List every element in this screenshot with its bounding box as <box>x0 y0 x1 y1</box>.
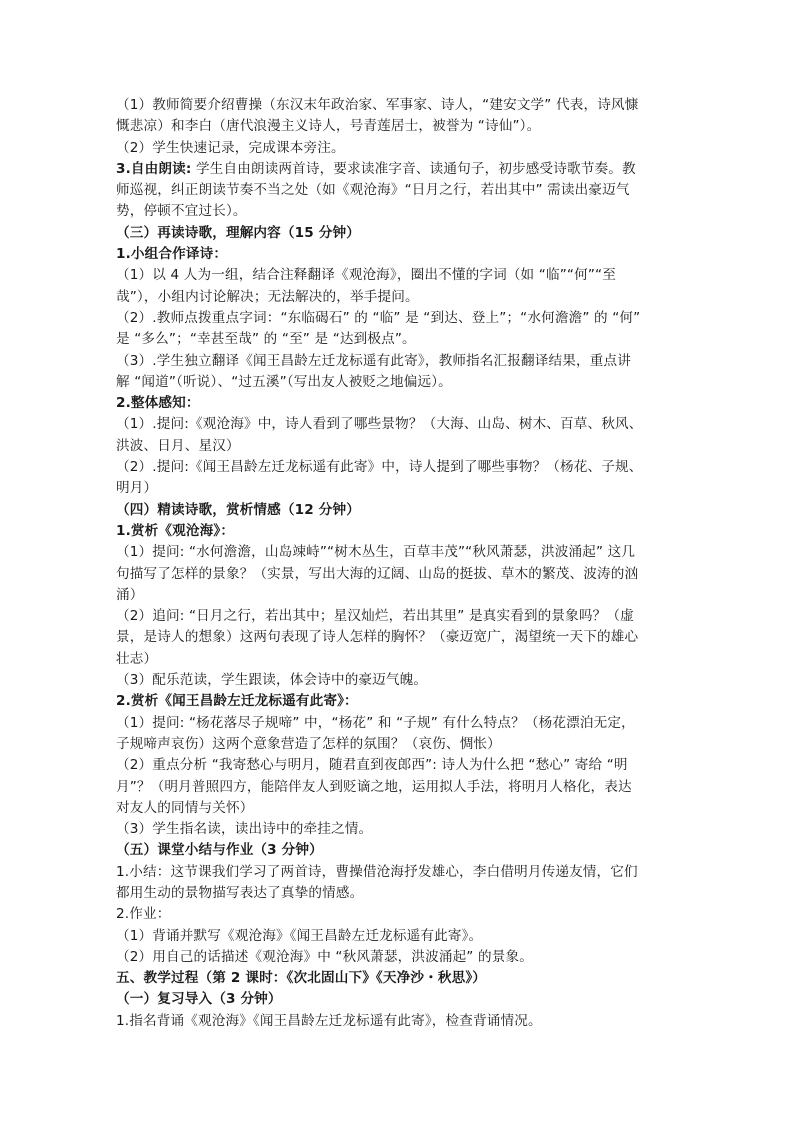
line-text: （2）追问: “日月之行，若出其中；星汉灿烂，若出其里” 是真实看到的景象吗？（虚 <box>116 608 634 625</box>
section-heading <box>116 521 686 542</box>
line-text: 解 “闻道”（听说）、“过五溪”（写出友人被贬之地偏远）。 <box>116 373 452 390</box>
line-text: （1）教师简要介绍曹操（东汉末年政治家、军事家、诗人，“建安文学” 代表，诗风慷 <box>116 97 639 113</box>
line-text: 壮志） <box>116 650 158 667</box>
section-heading <box>116 691 686 712</box>
paragraph-line <box>116 755 686 776</box>
section-heading <box>116 244 686 265</box>
line-text: 慨悲凉）和李白（唐代浪漫主义诗人，号青莲居士，被誉为 “诗仙”）。 <box>116 118 541 135</box>
line-text: 明月） <box>116 480 158 497</box>
paragraph-line <box>116 542 686 563</box>
line-text: 1.赏析《观沧海》： <box>116 522 235 539</box>
line-text: 子规啼声哀伤）这两个意象营造了怎样的氛围？（哀伤、惆怅） <box>116 735 501 752</box>
paragraph-line <box>116 478 686 499</box>
paragraph-line <box>116 308 686 329</box>
line-text: （2）.提问:《闻王昌龄左迁龙标遥有此寄》中，诗人提到了哪些事物？（杨花、子规、 <box>116 459 643 476</box>
paragraph-line <box>116 457 686 478</box>
paragraph-line <box>116 159 686 180</box>
line-text: （3）配乐范读，学生跟读，体会诗中的豪迈气魄。 <box>116 672 428 689</box>
paragraph-line <box>116 649 686 670</box>
line-text: 都用生动的景物描写表达了真挚的情感。 <box>116 884 364 901</box>
lesson-plan-body <box>116 95 686 1032</box>
line-text: （四）精读诗歌，赏析情感（12 分钟） <box>116 501 360 518</box>
line-text: 五、教学过程（第 2 课时：《次北固山下》《天净沙・秋思》） <box>116 970 487 987</box>
line-text: 学生自由朗读两首诗，要求读准字音、读通句子，初步感受诗歌节奏。教 <box>191 160 636 177</box>
line-text: （2）学生快速记录，完成课本旁注。 <box>116 139 345 156</box>
section-heading <box>116 500 686 521</box>
paragraph-line <box>116 606 686 627</box>
line-text: 2.整体感知： <box>116 395 200 412</box>
paragraph-line <box>116 1011 686 1032</box>
paragraph-line <box>116 201 686 222</box>
line-text: （1）提问: “水何澹澹，山岛竦峙”“树木丛生，百草丰茂”“秋风萧瑟，洪波涌起” 这几 <box>116 544 636 561</box>
paragraph-line <box>116 414 686 435</box>
line-text: 师巡视，纠正朗读节奏不当之处（如《观沧海》“日月之行，若出其中” 需读出豪迈气 <box>116 182 630 199</box>
paragraph-line <box>116 798 686 819</box>
section-heading <box>116 989 686 1010</box>
line-text: （2）用自己的话描述《观沧海》中 “秋风萧瑟，洪波涌起” 的景象。 <box>116 948 533 965</box>
line-text: 1.指名背诵《观沧海》《闻王昌龄左迁龙标遥有此寄》，检查背诵情况。 <box>116 1012 542 1029</box>
paragraph-line <box>116 947 686 968</box>
paragraph-line <box>116 883 686 904</box>
line-text: 涌） <box>116 586 144 603</box>
line-text: （3）.学生独立翻译《闻王昌龄左迁龙标遥有此寄》，教师指名汇报翻译结果，重点讲 <box>116 352 631 369</box>
line-text: 句描写了怎样的景象？（实景，写出大海的辽阔、山岛的挺拔、草木的繁茂、波涛的汹 <box>116 565 639 582</box>
paragraph-line <box>116 670 686 691</box>
line-text: （3）学生指名读，读出诗中的牵挂之情。 <box>116 821 373 838</box>
line-text: 洪波、日月、星汉） <box>116 437 240 454</box>
paragraph-line <box>116 372 686 393</box>
line-text: （三）再读诗歌，理解内容（15 分钟） <box>116 224 360 241</box>
paragraph-line <box>116 819 686 840</box>
section-heading <box>116 393 686 414</box>
section-heading <box>116 223 686 244</box>
paragraph-line <box>116 713 686 734</box>
paragraph-line <box>116 585 686 606</box>
paragraph-line <box>116 862 686 883</box>
line-text: 势，停顿不宜过长）。 <box>116 203 247 220</box>
paragraph-line <box>116 734 686 755</box>
paragraph-line <box>116 329 686 350</box>
line-text: 1.小组合作译诗： <box>116 246 228 263</box>
paragraph-line <box>116 564 686 585</box>
line-text: 2.作业： <box>116 906 171 923</box>
line-text: 1.小结：这节课我们学习了两首诗，曹操借沧海抒发雄心，李白借明月传递友情，它们 <box>116 863 638 880</box>
line-text: （1）背诵并默写《观沧海》《闻王昌龄左迁龙标遥有此寄》。 <box>116 927 483 944</box>
paragraph-line <box>116 138 686 159</box>
section-heading <box>116 840 686 861</box>
line-text: （1）提问: “杨花落尽子规啼” 中，“杨花” 和 “子规” 有什么特点？（杨花漂泊无定， <box>116 714 635 731</box>
line-text: 2.赏析《闻王昌龄左迁龙标遥有此寄》： <box>116 693 358 710</box>
line-text: （1）.提问:《观沧海》中，诗人看到了哪些景物？（大海、山岛、树木、百草、秋风、 <box>116 416 643 433</box>
line-text: 哉”），小组内讨论解决；无法解决的，举手提问。 <box>116 288 419 305</box>
paragraph-line <box>116 436 686 457</box>
section-heading <box>116 968 686 989</box>
paragraph-line <box>116 627 686 648</box>
line-text: 是 “多么”；“幸甚至哉” 的 “至” 是 “达到极点”。 <box>116 331 416 348</box>
paragraph-line <box>116 180 686 201</box>
line-text: 景，是诗人的想象）这两句表现了诗人怎样的胸怀？（豪迈宽广，渴望统一天下的雄心 <box>116 629 639 646</box>
paragraph-line <box>116 95 686 116</box>
line-text: （一）复习导入（3 分钟） <box>116 991 282 1008</box>
paragraph-line <box>116 116 686 137</box>
line-text: 对友人的同情与关怀） <box>116 799 254 816</box>
line-text: （2）重点分析 “我寄愁心与明月，随君直到夜郎西”: 诗人为什么把 “愁心” 寄给 “明 <box>116 757 628 774</box>
paragraph-line <box>116 265 686 286</box>
line-text: （1）以 4 人为一组，结合注释翻译《观沧海》，圈出不懂的字词（如 “临”“何”“至 <box>116 267 616 284</box>
paragraph-line <box>116 926 686 947</box>
paragraph-line <box>116 287 686 308</box>
line-text: （2）.教师点拨重点字词：“东临碣石” 的 “临” 是 “到达、登上”；“水何澹澹” 的 “何” <box>116 309 641 326</box>
line-text: （五）课堂小结与作业（3 分钟） <box>116 842 323 859</box>
line-text: 月”？（明月普照四方，能陪伴友人到贬谪之地，运用拟人手法，将明月人格化，表达 <box>116 778 632 795</box>
paragraph-line <box>116 904 686 925</box>
step-label: 3.自由朗读: <box>116 160 192 177</box>
paragraph-line <box>116 351 686 372</box>
paragraph-line <box>116 777 686 798</box>
